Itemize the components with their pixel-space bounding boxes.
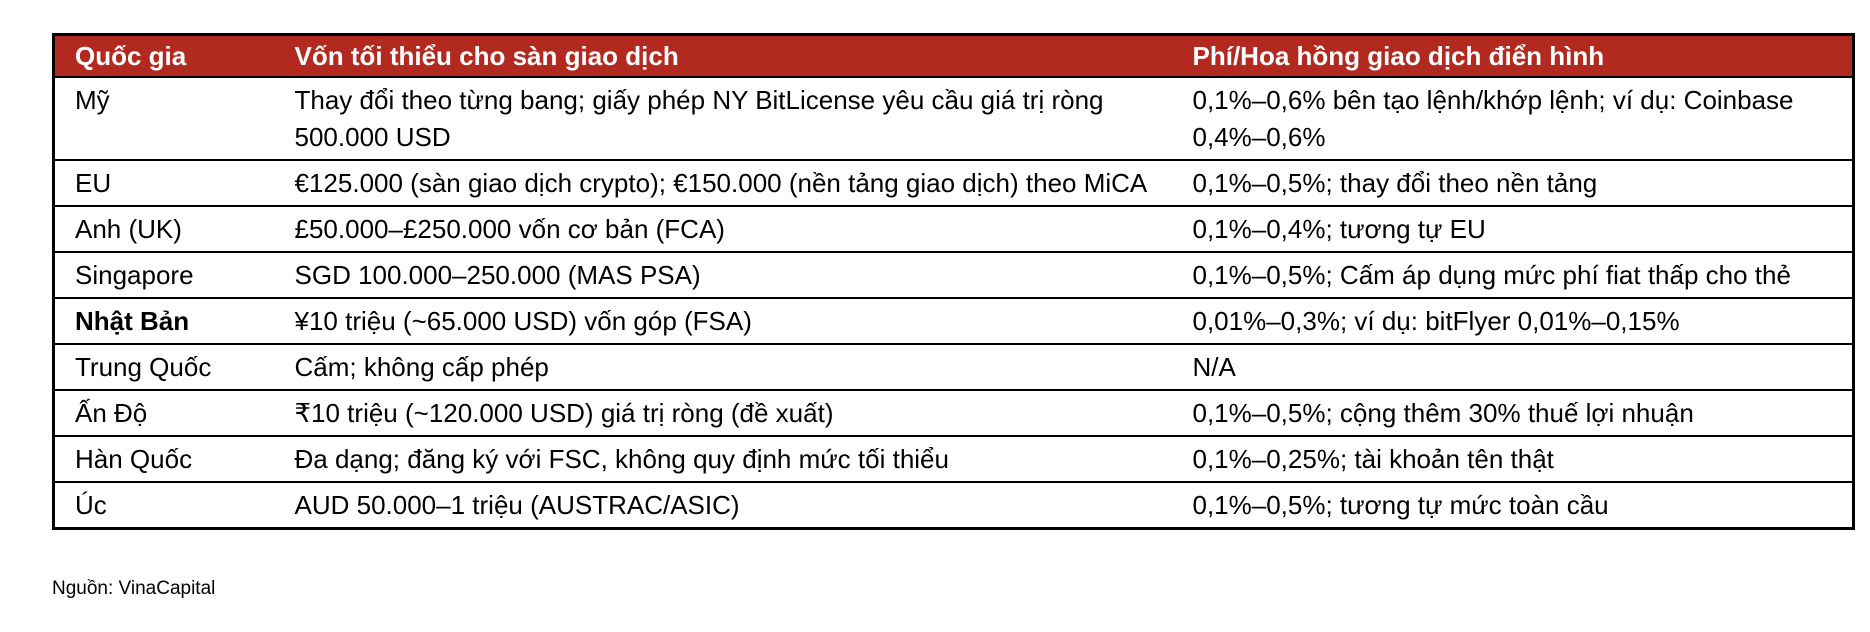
- comparison-table-container: [52, 33, 1852, 530]
- table-row: [54, 252, 1854, 298]
- table-row: [54, 482, 1854, 529]
- cell-country: Úc: [54, 482, 275, 529]
- table-row: [54, 77, 1854, 160]
- cell-country: EU: [54, 160, 275, 206]
- cell-country: Singapore: [54, 252, 275, 298]
- table-row: [54, 160, 1854, 206]
- cell-fee: N/A: [1173, 344, 1854, 390]
- cell-capital: SGD 100.000–250.000 (MAS PSA): [275, 252, 1173, 298]
- cell-country: Trung Quốc: [54, 344, 275, 390]
- header-fee: Phí/Hoa hồng giao dịch điển hình: [1173, 35, 1854, 78]
- cell-country: Hàn Quốc: [54, 436, 275, 482]
- cell-capital: €125.000 (sàn giao dịch crypto); €150.000 (nền tảng giao dịch) theo MiCA: [275, 160, 1173, 206]
- source-note: Nguồn: VinaCapital: [52, 578, 216, 599]
- table-row: [54, 206, 1854, 252]
- cell-country: Ấn Độ: [54, 390, 275, 436]
- header-min-capital: Vốn tối thiểu cho sàn giao dịch: [275, 35, 1173, 78]
- cell-fee: 0,1%–0,4%; tương tự EU: [1173, 206, 1854, 252]
- cell-capital: ₹10 triệu (~120.000 USD) giá trị ròng (đề xuất): [275, 390, 1173, 436]
- cell-capital: Cấm; không cấp phép: [275, 344, 1173, 390]
- cell-country: Nhật Bản: [54, 298, 275, 344]
- table-header-row: [54, 35, 1854, 78]
- header-country: Quốc gia: [54, 35, 275, 78]
- table-row: [54, 436, 1854, 482]
- cell-fee: 0,1%–0,25%; tài khoản tên thật: [1173, 436, 1854, 482]
- table-row: [54, 298, 1854, 344]
- cell-fee: 0,01%–0,3%; ví dụ: bitFlyer 0,01%–0,15%: [1173, 298, 1854, 344]
- exchange-regulation-table: [52, 33, 1855, 530]
- cell-capital: AUD 50.000–1 triệu (AUSTRAC/ASIC): [275, 482, 1173, 529]
- table-row: [54, 344, 1854, 390]
- cell-fee: 0,1%–0,5%; thay đổi theo nền tảng: [1173, 160, 1854, 206]
- cell-capital: Thay đổi theo từng bang; giấy phép NY BitLicense yêu cầu giá trị ròng 500.000 USD: [275, 77, 1173, 160]
- cell-capital: Đa dạng; đăng ký với FSC, không quy định mức tối thiểu: [275, 436, 1173, 482]
- table-row: [54, 390, 1854, 436]
- cell-fee: 0,1%–0,5%; tương tự mức toàn cầu: [1173, 482, 1854, 529]
- cell-country: Mỹ: [54, 77, 275, 160]
- cell-capital: ¥10 triệu (~65.000 USD) vốn góp (FSA): [275, 298, 1173, 344]
- cell-capital: £50.000–£250.000 vốn cơ bản (FCA): [275, 206, 1173, 252]
- cell-fee: 0,1%–0,5%; Cấm áp dụng mức phí fiat thấp cho thẻ: [1173, 252, 1854, 298]
- cell-country: Anh (UK): [54, 206, 275, 252]
- cell-fee: 0,1%–0,5%; cộng thêm 30% thuế lợi nhuận: [1173, 390, 1854, 436]
- cell-fee: 0,1%–0,6% bên tạo lệnh/khớp lệnh; ví dụ: Coinbase 0,4%–0,6%: [1173, 77, 1854, 160]
